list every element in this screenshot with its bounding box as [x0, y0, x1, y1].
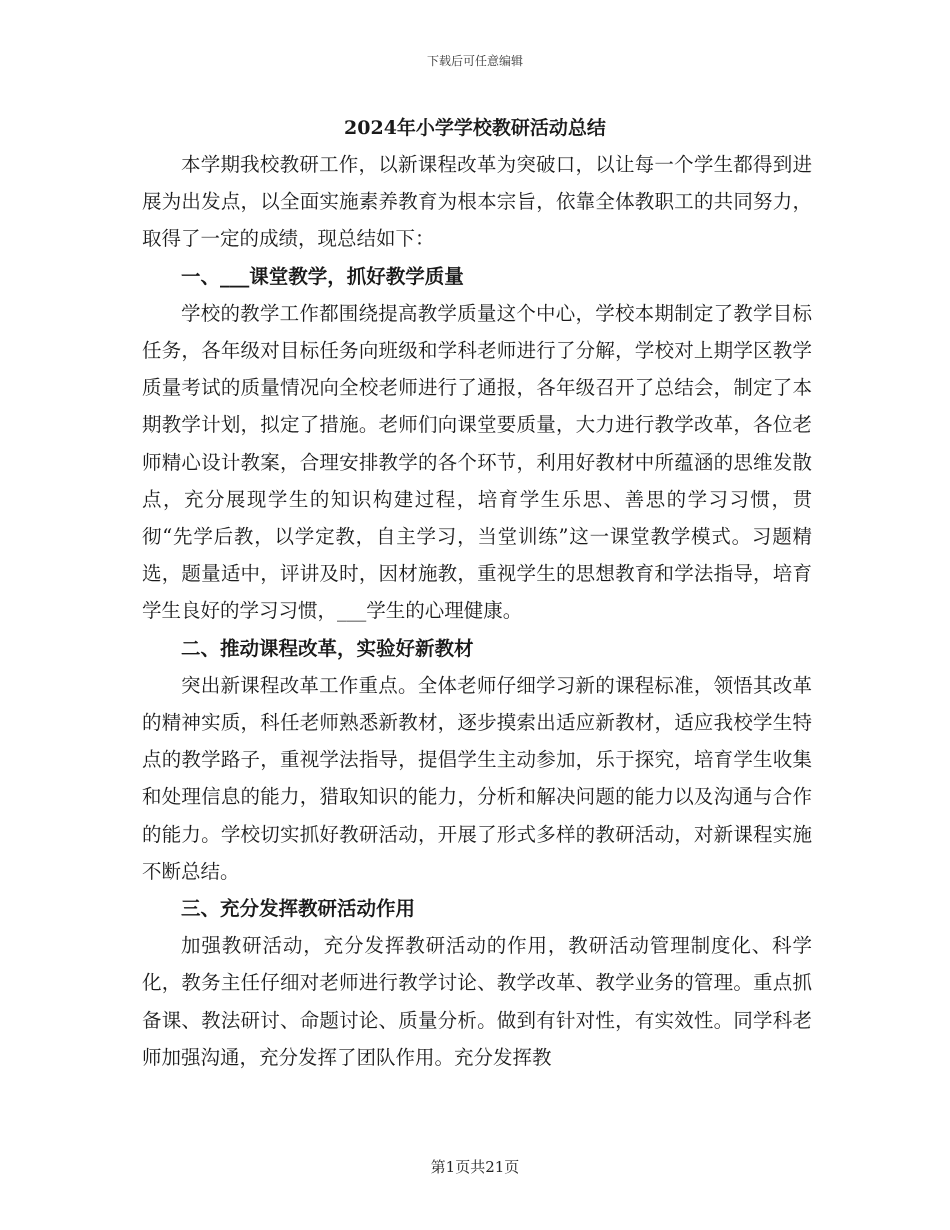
section-paragraph-3: 加强教研活动，充分发挥教研活动的作用，教研活动管理制度化、科学化，教务主任仔细对老师进行教学讨论、教学改革、教学业务的管理。重点抓备课、教法研讨、命题讨论、质量分析。做到有针对性，有实效性。同学科老师加强沟通，充分发挥了团队作用。充分发挥教	[142, 934, 812, 1069]
section-heading-1: 一、___课堂教学，抓好教学质量	[181, 264, 464, 288]
intro-paragraph: 本学期我校教研工作，以新课程改革为突破口，以让每一个学生都得到进展为出发点，以全面实施素养教育为根本宗旨，依靠全体教职工的共同努力，取得了一定的成绩，现总结如下：	[142, 153, 812, 251]
document-body	[142, 146, 812, 1076]
section-heading-3: 三、充分发挥教研活动作用	[181, 897, 416, 921]
page-number: 第1页共21页	[430, 1158, 520, 1176]
section-heading-2: 二、推动课程改革，实验好新教材	[181, 636, 474, 660]
header-note: 下载后可任意编辑	[426, 54, 523, 68]
section-paragraph-1: 学校的教学工作都围绕提高教学质量这个中心，学校本期制定了教学目标任务，各年级对目标任务向班级和学科老师进行了分解，学校对上期学区教学质量考试的质量情况向全校老师进行了通报，各年级召开了总结会，制定了本期教学计划，拟定了措施。老师们向课堂要质量，大力进行教学改革，各位老师精心设计教案，合理安排教学的各个环节，利用好教材中所蕴涵的思维发散点，充分展现学生的知识构建过程，培育学生乐思、善思的学习习惯，贯彻“先学后教，以学定教，自主学习，当堂训练”这一课堂教学模式。习题精选，题量适中，评讲及时，因材施教，重视学生的思想教育和学法指导，培育学生良好的学习习惯，___学生的心理健康。	[142, 301, 812, 623]
document-title: 2024年小学学校教研活动总结	[344, 117, 606, 139]
section-paragraph-2: 突出新课程改革工作重点。全体老师仔细学习新的课程标准，领悟其改革的精神实质，科任老师熟悉新教材，逐步摸索出适应新教材，适应我校学生特点的教学路子，重视学法指导，提倡学生主动参加，乐于探究，培育学生收集和处理信息的能力，猎取知识的能力，分析和解决问题的能力以及沟通与合作的能力。学校切实抓好教研活动，开展了形式多样的教研活动，对新课程实施不断总结。	[142, 673, 812, 883]
